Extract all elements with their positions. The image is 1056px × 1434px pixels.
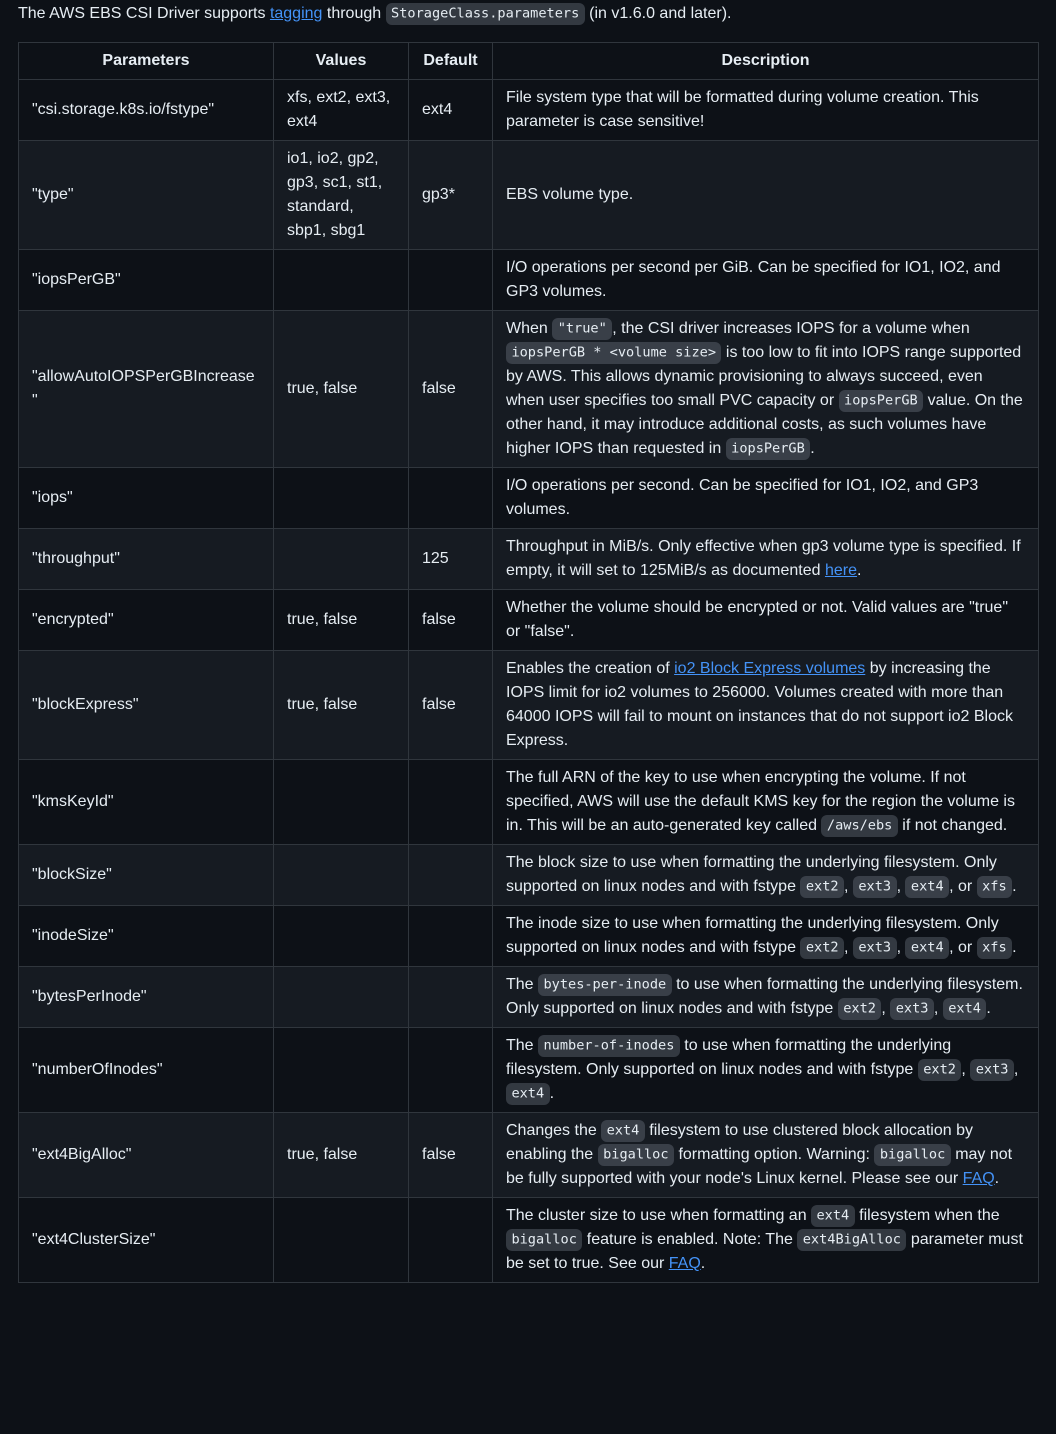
values-cell [274, 529, 409, 590]
parameter-cell: "bytesPerInode" [19, 967, 274, 1028]
description-cell [493, 590, 1039, 651]
text-segment: by increasing the IOPS limit for io2 volumes to 256000. Volumes created with more than 64000 IOPS will fail to mount on instances that do not support io2 Block Express. [506, 660, 1013, 749]
inline-code: xfs [977, 937, 1012, 958]
inline-code: ext4BigAlloc [797, 1229, 906, 1250]
inline-code: iopsPerGB * <volume size> [506, 342, 721, 363]
values-cell [274, 845, 409, 906]
text-segment: if not changed. [897, 817, 1008, 834]
text-segment: . [856, 562, 862, 579]
text-segment: . [810, 440, 815, 457]
description-cell [493, 967, 1039, 1028]
storageclass-parameters-table [18, 42, 1039, 1283]
text-segment: , [881, 1000, 891, 1017]
text-segment: . [700, 1255, 706, 1272]
table-row [19, 80, 1039, 141]
inline-code: ext2 [918, 1059, 962, 1080]
parameter-cell: "csi.storage.k8s.io/fstype" [19, 80, 274, 141]
text-segment: The cluster size to use when formatting an [506, 1207, 812, 1224]
inline-code: ext2 [800, 937, 844, 958]
default-cell: false [409, 311, 493, 468]
description-cell [493, 1113, 1039, 1198]
values-cell: io1, io2, gp2, gp3, sc1, st1, standard, sbp1, sbg1 [274, 141, 409, 250]
values-cell [274, 760, 409, 845]
text-segment: I/O operations per second. Can be specified for IO1, IO2, and GP3 volumes. [506, 477, 979, 518]
inline-code: xfs [977, 876, 1012, 897]
text-segment: Enables the creation of [506, 660, 675, 677]
table-header [19, 43, 1039, 80]
table-row [19, 651, 1039, 760]
inline-code: bigalloc [874, 1144, 950, 1165]
default-cell [409, 967, 493, 1028]
values-cell [274, 967, 409, 1028]
text-segment: , [961, 1061, 971, 1078]
text-segment: , [844, 939, 853, 956]
parameter-cell: "iopsPerGB" [19, 250, 274, 311]
text-segment: The [506, 976, 539, 993]
default-cell: false [409, 590, 493, 651]
text-segment: , or [949, 939, 977, 956]
default-cell [409, 1028, 493, 1113]
inline-code: bigalloc [598, 1144, 674, 1165]
default-cell [409, 468, 493, 529]
text-segment: . [549, 1085, 555, 1102]
inline-code: iopsPerGB [839, 390, 924, 411]
text-segment: I/O operations per second per GiB. Can be specified for IO1, IO2, and GP3 volumes. [506, 259, 1001, 300]
parameter-cell: "inodeSize" [19, 906, 274, 967]
inline-code: bigalloc [506, 1229, 582, 1250]
description-cell [493, 529, 1039, 590]
default-cell [409, 250, 493, 311]
column-header-parameters: Parameters [19, 43, 274, 80]
table-row [19, 1113, 1039, 1198]
inline-code: ext4 [811, 1205, 855, 1226]
text-segment: Throughput in MiB/s. Only effective when gp3 volume type is specified. If empty, it will set to 125MiB/s as documented [506, 538, 1021, 579]
text-segment: . [1012, 878, 1017, 895]
text-segment: value. On the other hand, it may introduce additional costs, as such volumes have higher IOPS than requested in [506, 392, 1023, 457]
text-segment: is too low to fit into IOPS range supported by AWS. This allows dynamic provisioning to always succeed, even when user specifies too small PVC capacity or [506, 344, 1022, 409]
inline-code: ext2 [800, 876, 844, 897]
text-segment: . [1012, 939, 1017, 956]
table-row [19, 250, 1039, 311]
table-row [19, 529, 1039, 590]
values-cell [274, 468, 409, 529]
parameter-cell: "kmsKeyId" [19, 760, 274, 845]
description-cell [493, 760, 1039, 845]
text-segment: The AWS EBS CSI Driver supports [18, 5, 270, 22]
inline-code: ext4 [905, 937, 949, 958]
default-cell: false [409, 651, 493, 760]
column-header-values: Values [274, 43, 409, 80]
table-row [19, 1028, 1039, 1113]
description-cell [493, 845, 1039, 906]
default-cell [409, 760, 493, 845]
text-segment: Whether the volume should be encrypted or not. Valid values are "true" or "false". [506, 599, 1009, 640]
text-segment: , [896, 878, 906, 895]
text-segment: (in v1.6.0 and later). [584, 5, 732, 22]
table-row [19, 967, 1039, 1028]
text-segment: The inode size to use when formatting the underlying filesystem. Only supported on linux nodes and with fstype [506, 915, 999, 956]
default-cell: ext4 [409, 80, 493, 141]
text-segment: , [844, 878, 853, 895]
description-cell [493, 468, 1039, 529]
parameter-cell: "blockSize" [19, 845, 274, 906]
description-cell [493, 1028, 1039, 1113]
header-row [19, 43, 1039, 80]
table-body [19, 80, 1039, 1283]
table-row [19, 906, 1039, 967]
text-segment: The [506, 1037, 539, 1054]
inline-code: number-of-inodes [538, 1035, 680, 1056]
values-cell: true, false [274, 1113, 409, 1198]
inline-code: ext3 [853, 937, 897, 958]
inline-code: iopsPerGB [726, 438, 811, 459]
table-row [19, 845, 1039, 906]
description-cell [493, 80, 1039, 141]
parameter-cell: "ext4ClusterSize" [19, 1198, 274, 1283]
parameter-cell: "type" [19, 141, 274, 250]
default-cell [409, 1198, 493, 1283]
inline-code: /aws/ebs [821, 815, 897, 836]
table-row [19, 311, 1039, 468]
text-segment: feature is enabled. Note: The [582, 1231, 798, 1248]
text-segment: . [994, 1170, 1000, 1187]
description-cell [493, 906, 1039, 967]
values-cell [274, 906, 409, 967]
values-cell: xfs, ext2, ext3, ext4 [274, 80, 409, 141]
values-cell [274, 1028, 409, 1113]
link[interactable]: FAQ [962, 1170, 995, 1187]
table-row [19, 468, 1039, 529]
text-segment: , [933, 1000, 943, 1017]
table-row [19, 1198, 1039, 1283]
values-cell: true, false [274, 590, 409, 651]
intro-paragraph [18, 2, 1038, 26]
inline-code: StorageClass.parameters [386, 3, 585, 24]
inline-code: ext3 [890, 998, 934, 1019]
text-segment: EBS volume type. [506, 186, 634, 203]
inline-code: ext3 [970, 1059, 1014, 1080]
values-cell: true, false [274, 311, 409, 468]
text-segment: The block size to use when formatting the underlying filesystem. Only supported on linux nodes and with fstype [506, 854, 997, 895]
default-cell: false [409, 1113, 493, 1198]
values-cell [274, 1198, 409, 1283]
description-cell [493, 311, 1039, 468]
inline-code: ext3 [853, 876, 897, 897]
inline-code: ext4 [601, 1120, 645, 1141]
text-segment: through [322, 5, 386, 22]
text-segment: , the CSI driver increases IOPS for a volume when [612, 320, 970, 337]
parameter-cell: "iops" [19, 468, 274, 529]
description-cell [493, 651, 1039, 760]
link[interactable]: tagging [269, 5, 323, 22]
inline-code: ext2 [838, 998, 882, 1019]
description-cell [493, 141, 1039, 250]
text-segment: Changes the [506, 1122, 602, 1139]
default-cell [409, 845, 493, 906]
inline-code: bytes-per-inode [538, 974, 672, 995]
column-header-description: Description [493, 43, 1039, 80]
table-row [19, 141, 1039, 250]
text-segment: may not be fully supported with your node's Linux kernel. Please see our [506, 1146, 1013, 1187]
inline-code: ext4 [905, 876, 949, 897]
default-cell: gp3* [409, 141, 493, 250]
link[interactable]: FAQ [668, 1255, 701, 1272]
description-cell [493, 250, 1039, 311]
text-segment: , [896, 939, 906, 956]
parameter-cell: "encrypted" [19, 590, 274, 651]
link[interactable]: here [824, 562, 857, 579]
text-segment: File system type that will be formatted during volume creation. This parameter is case sensitive! [506, 89, 979, 130]
parameter-cell: "allowAutoIOPSPerGBIncrease" [19, 311, 274, 468]
text-segment: . [986, 1000, 991, 1017]
inline-code: "true" [552, 318, 612, 339]
text-segment: The full ARN of the key to use when encrypting the volume. If not specified, AWS will use the default KMS key for the region the volume is in. This will be an auto-generated key called [506, 769, 1015, 834]
text-segment: parameter must be set to true. See our [506, 1231, 1023, 1272]
text-segment: filesystem to use clustered block allocation by enabling the [506, 1122, 973, 1163]
column-header-default: Default [409, 43, 493, 80]
parameter-cell: "throughput" [19, 529, 274, 590]
text-segment: When [506, 320, 553, 337]
default-cell [409, 906, 493, 967]
text-segment: filesystem when the [854, 1207, 1000, 1224]
description-cell [493, 1198, 1039, 1283]
text-segment: formatting option. Warning: [674, 1146, 875, 1163]
default-cell: 125 [409, 529, 493, 590]
text-segment: to use when formatting the underlying filesystem. Only supported on linux nodes and with fstype [506, 976, 1023, 1017]
values-cell [274, 250, 409, 311]
parameter-cell: "blockExpress" [19, 651, 274, 760]
inline-code: ext4 [943, 998, 987, 1019]
parameter-cell: "numberOfInodes" [19, 1028, 274, 1113]
text-segment: to use when formatting the underlying filesystem. Only supported on linux nodes and with fstype [506, 1037, 952, 1078]
link[interactable]: io2 Block Express volumes [674, 660, 866, 677]
inline-code: ext4 [506, 1083, 550, 1104]
table-row [19, 760, 1039, 845]
text-segment: , or [949, 878, 977, 895]
text-segment: , [1013, 1061, 1019, 1078]
values-cell: true, false [274, 651, 409, 760]
parameter-cell: "ext4BigAlloc" [19, 1113, 274, 1198]
table-row [19, 590, 1039, 651]
